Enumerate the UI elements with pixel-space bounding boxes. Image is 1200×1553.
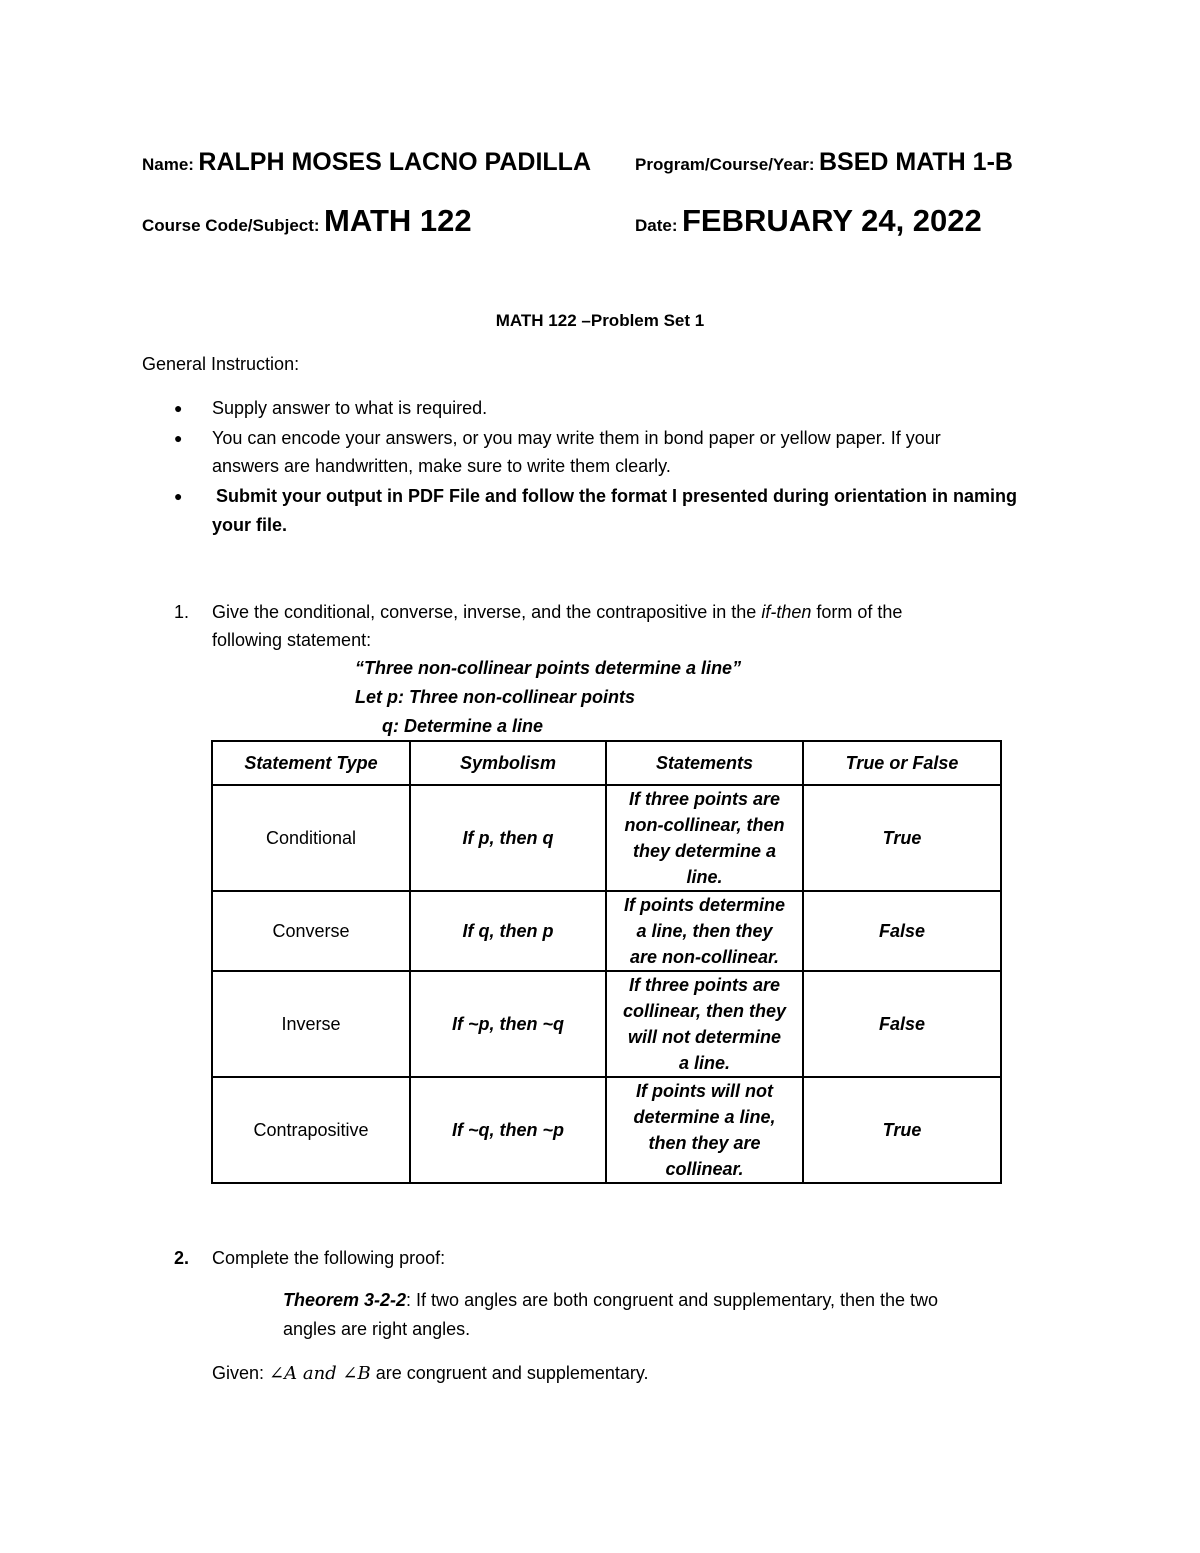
table-header-row <box>212 741 1001 785</box>
header-true-or-false: True or False <box>803 741 1001 785</box>
cell-symbolism: If p, then q <box>410 785 606 891</box>
question-2-text: Complete the following proof: <box>212 1248 446 1268</box>
let-q: q: Determine a line <box>382 716 544 736</box>
date-value: FEBRUARY 24, 2022 <box>681 203 982 238</box>
statement-line: a line, then they <box>636 921 773 941</box>
bullet-icon: ● <box>174 400 183 416</box>
cell-statement <box>606 971 803 1077</box>
statement-line: If three points are <box>628 789 781 809</box>
quoted-statement: “Three non-collinear points determine a line” <box>355 658 742 678</box>
table-row <box>212 1077 1001 1183</box>
bullet-icon: ● <box>174 430 183 446</box>
cell-statement <box>606 785 803 891</box>
theorem-line-2: angles are right angles. <box>283 1319 471 1339</box>
date-label: Date: <box>635 216 678 235</box>
bullet-icon: ● <box>174 488 183 504</box>
program-value: BSED MATH 1-B <box>818 148 1013 176</box>
instruction-3-line-1: Submit your output in PDF File and follow the format I presented during orientation in naming <box>216 486 1017 506</box>
cell-symbolism: If ~p, then ~q <box>410 971 606 1077</box>
statement-line: If three points are <box>628 975 781 995</box>
header-symbolism: Symbolism <box>410 741 606 785</box>
instruction-2-line-1: You can encode your answers, or you may write them in bond paper or yellow paper. If your <box>212 428 941 448</box>
header-statement-type: Statement Type <box>212 741 410 785</box>
statement-line: will not determine <box>627 1027 782 1047</box>
question-1-text-a: Give the conditional, converse, inverse, and the contrapositive in the <box>212 602 762 622</box>
statement-line: If points will not <box>636 1081 773 1101</box>
theorem-text: : If two angles are both congruent and supplementary, then the two <box>406 1290 939 1310</box>
statement-table <box>211 740 1002 1184</box>
cell-statement-type: Conditional <box>212 785 410 891</box>
question-1-line-2: following statement: <box>212 630 372 650</box>
given-math: ∠A and ∠B <box>269 1363 371 1384</box>
question-1-number: 1. <box>174 602 190 622</box>
name-value: RALPH MOSES LACNO PADILLA <box>198 148 592 176</box>
statement-line: If points determine <box>623 895 785 915</box>
general-instruction-heading: General Instruction: <box>142 354 300 374</box>
question-1-line-1 <box>212 602 902 623</box>
statement-line: non-collinear, then <box>624 815 785 835</box>
statement-line: collinear. <box>665 1159 744 1179</box>
statement-line: determine a line, <box>633 1107 776 1127</box>
question-1-emphasis: if-then <box>761 602 812 622</box>
cell-true-or-false: False <box>803 891 1001 971</box>
name-label: Name: <box>142 155 194 174</box>
statement-line: they determine a <box>632 841 777 861</box>
question-2-number: 2. <box>174 1248 190 1268</box>
given-text: are congruent and supplementary. <box>370 1363 649 1383</box>
cell-true-or-false: True <box>803 785 1001 891</box>
program-row <box>635 148 1013 177</box>
cell-symbolism: If q, then p <box>410 891 606 971</box>
cell-true-or-false: True <box>803 1077 1001 1183</box>
cell-statement-type: Converse <box>212 891 410 971</box>
table-row <box>212 891 1001 971</box>
let-p: Let p: Three non-collinear points <box>355 687 636 707</box>
theorem-label: Theorem 3-2-2 <box>283 1290 407 1310</box>
cell-statement-type: Contrapositive <box>212 1077 410 1183</box>
question-1-text-b: form of the <box>811 602 903 622</box>
course-value: MATH 122 <box>324 203 472 238</box>
table-row <box>212 785 1001 891</box>
given-label: Given: <box>212 1363 270 1383</box>
table-row <box>212 971 1001 1077</box>
course-row <box>142 203 472 239</box>
header-statements: Statements <box>606 741 803 785</box>
statement-line: line. <box>686 867 723 887</box>
statement-line: a line. <box>678 1053 731 1073</box>
statement-line: collinear, then they <box>622 1001 787 1021</box>
cell-statement-type: Inverse <box>212 971 410 1077</box>
instruction-3-line-2: your file. <box>212 515 288 535</box>
course-label: Course Code/Subject: <box>142 216 320 235</box>
statement-line: then they are <box>648 1133 761 1153</box>
statement-line: are non-collinear. <box>629 947 780 967</box>
date-row <box>635 203 982 239</box>
cell-statement <box>606 1077 803 1183</box>
program-label: Program/Course/Year: <box>635 155 815 174</box>
cell-true-or-false: False <box>803 971 1001 1077</box>
page-title: MATH 122 –Problem Set 1 <box>495 311 705 330</box>
cell-statement <box>606 891 803 971</box>
instruction-2-line-2: answers are handwritten, make sure to write them clearly. <box>212 456 671 476</box>
cell-symbolism: If ~q, then ~p <box>410 1077 606 1183</box>
instruction-1: Supply answer to what is required. <box>212 398 488 418</box>
given-line <box>212 1363 649 1384</box>
name-row <box>142 148 591 177</box>
theorem-line-1 <box>283 1290 938 1311</box>
